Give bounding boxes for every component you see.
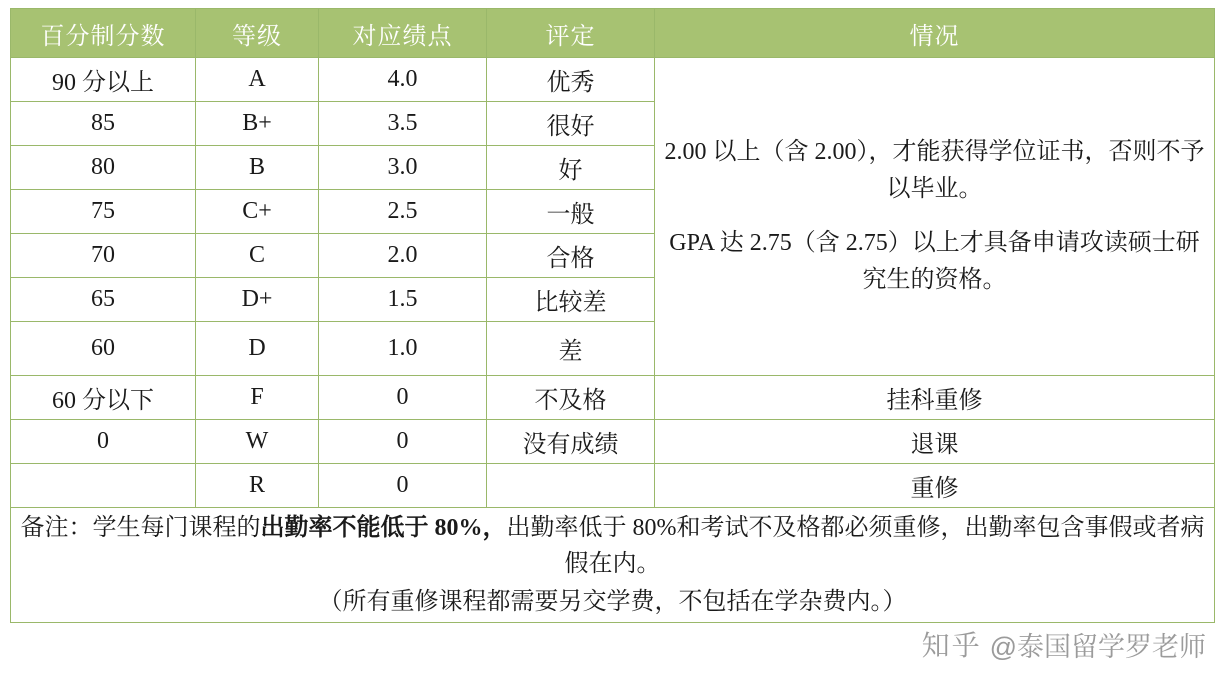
cell-score: 80 (11, 146, 196, 190)
column-header-eval: 评定 (487, 9, 655, 58)
zhihu-logo: 知乎 (921, 630, 982, 661)
cell-grade: B+ (196, 102, 319, 146)
cell-score: 65 (11, 278, 196, 322)
cell-merged-note (655, 58, 1215, 376)
cell-gpa: 0 (319, 464, 487, 508)
cell-note: 重修 (655, 464, 1215, 508)
cell-grade: D (196, 322, 319, 376)
table-row (11, 420, 1215, 464)
column-header-grade: 等级 (196, 9, 319, 58)
table-header-row (11, 9, 1215, 58)
footer-suffix: 出勤率低于 80%和考试不及格都必须重修，出勤率包含事假或者病假在内。 (506, 515, 1205, 577)
watermark (922, 624, 1206, 664)
table-footer-row (11, 508, 1215, 623)
cell-score: 0 (11, 420, 196, 464)
cell-score: 60 (11, 322, 196, 376)
table-row (11, 376, 1215, 420)
cell-grade: R (196, 464, 319, 508)
column-header-score: 百分制分数 (11, 9, 196, 58)
cell-gpa: 0 (319, 420, 487, 464)
cell-grade: B (196, 146, 319, 190)
cell-eval: 好 (487, 146, 655, 190)
cell-score: 75 (11, 190, 196, 234)
merged-note-paragraph-2: GPA 达 2.75（含 2.75）以上才具备申请攻读硕士研究生的资格。 (669, 229, 1200, 293)
cell-grade: W (196, 420, 319, 464)
cell-grade: A (196, 58, 319, 102)
cell-score: 85 (11, 102, 196, 146)
column-header-gpa: 对应绩点 (319, 9, 487, 58)
cell-gpa: 0 (319, 376, 487, 420)
cell-eval (487, 464, 655, 508)
cell-grade: D+ (196, 278, 319, 322)
cell-gpa: 3.0 (319, 146, 487, 190)
cell-grade: C (196, 234, 319, 278)
footer-line-2: （所有重修课程都需要另交学费，不包括在学杂费内。） (318, 589, 907, 615)
cell-grade: F (196, 376, 319, 420)
table-body (11, 58, 1215, 623)
table-row (11, 464, 1215, 508)
cell-eval: 没有成绩 (487, 420, 655, 464)
cell-eval: 差 (487, 322, 655, 376)
grade-table (10, 8, 1215, 623)
footer-bold: 出勤率不能低于 80%， (260, 515, 507, 541)
cell-eval: 合格 (487, 234, 655, 278)
cell-note: 退课 (655, 420, 1215, 464)
column-header-note: 情况 (655, 9, 1215, 58)
cell-footer-remark (11, 508, 1215, 623)
cell-gpa: 4.0 (319, 58, 487, 102)
table-header (11, 9, 1215, 58)
cell-gpa: 3.5 (319, 102, 487, 146)
cell-eval: 一般 (487, 190, 655, 234)
cell-score (11, 464, 196, 508)
footer-line-1 (15, 510, 1210, 582)
cell-eval: 不及格 (487, 376, 655, 420)
cell-eval: 比较差 (487, 278, 655, 322)
footer-prefix: 备注：学生每门课程的 (20, 515, 261, 541)
cell-gpa: 1.5 (319, 278, 487, 322)
cell-score: 70 (11, 234, 196, 278)
cell-eval: 优秀 (487, 58, 655, 102)
cell-note: 挂科重修 (655, 376, 1215, 420)
cell-gpa: 1.0 (319, 322, 487, 376)
cell-gpa: 2.5 (319, 190, 487, 234)
merged-note-paragraph-1: 2.00 以上（含 2.00），才能获得学位证书，否则不予以毕业。 (664, 139, 1205, 203)
table-row (11, 58, 1215, 102)
cell-gpa: 2.0 (319, 234, 487, 278)
cell-score: 60 分以下 (11, 376, 196, 420)
cell-grade: C+ (196, 190, 319, 234)
watermark-handle: @泰国留学罗老师 (989, 631, 1206, 662)
cell-eval: 很好 (487, 102, 655, 146)
cell-score: 90 分以上 (11, 58, 196, 102)
